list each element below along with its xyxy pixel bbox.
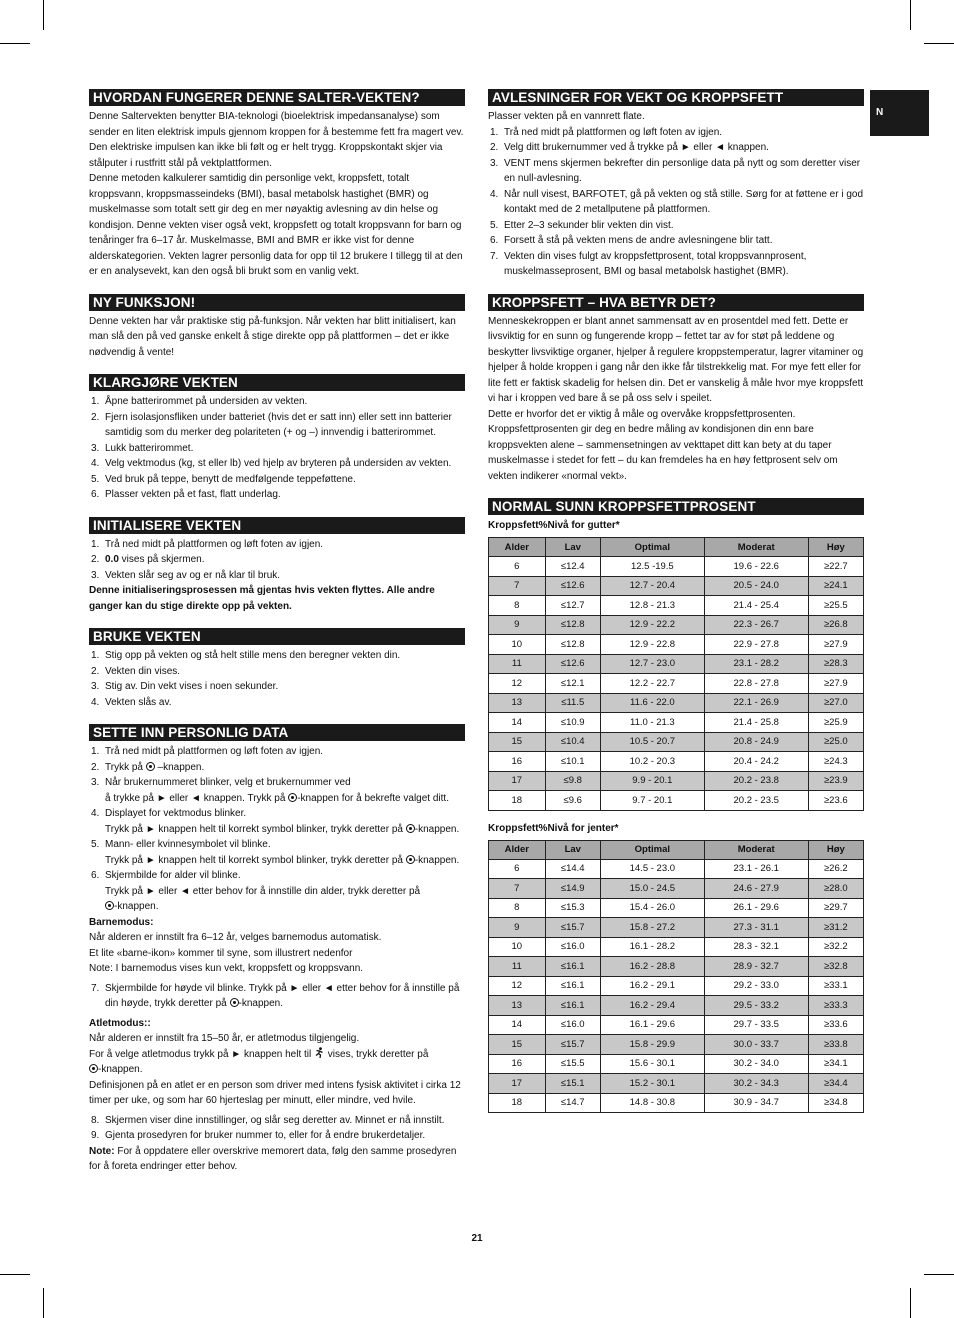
table-row xyxy=(489,1015,864,1035)
table-cell: ≤14.4 xyxy=(545,859,600,879)
set-button-icon xyxy=(406,855,415,864)
table-cell: ≥33.8 xyxy=(808,1035,863,1055)
table-row xyxy=(489,937,864,957)
table-cell: 17 xyxy=(489,1074,546,1094)
table-cell: ≤9.8 xyxy=(545,771,600,791)
table-cell: 9.7 - 20.1 xyxy=(600,791,704,811)
table-row xyxy=(489,771,864,791)
section-normal-fat xyxy=(488,498,864,1113)
list-item: 6. Plasser vekten på et fast, flatt underlag. xyxy=(91,489,281,500)
table-cell: 14 xyxy=(489,713,546,733)
table-cell: ≤12.6 xyxy=(545,576,600,596)
table-cell: ≥25.5 xyxy=(808,596,863,616)
table-cell: 23.1 - 28.2 xyxy=(704,654,808,674)
crop-mark xyxy=(910,1288,911,1318)
table-cell: 20.4 - 24.2 xyxy=(704,752,808,772)
table-row xyxy=(489,791,864,811)
list-item: 2. Fjern isolasjonsfliken under batteriet (hvis det er satt inn) eller sett inn batterier samtidig som du merker deg polariteten (+ og –) innvendig i batterirommet. xyxy=(91,411,452,438)
column-header: Optimal xyxy=(600,538,704,557)
paragraph: Menneskekroppen er blant annet sammensatt av en prosentdel med fett. Dette er livsviktig for en sunn og fungerende kropp – fettet tar av for støt på leddene og beskytter livsviktige organer, hjelper å regulere kroppstemperatur, lagrer vitaminer og hjelper å holde kroppen i gang når den ikke får tilstrekkelig mat. For mye fett eller for lite fett er faktisk skadelig for helsen din. Det er vanskelig å måle hvor mye kroppsfett vi har i kroppen ved bare å se på oss selv i speilet. xyxy=(488,315,864,404)
section-title: KLARGJØRE VEKTEN xyxy=(89,374,465,391)
table-cell: ≤12.1 xyxy=(545,674,600,694)
table-cell: 7 xyxy=(489,879,546,899)
table-cell: 30.0 - 33.7 xyxy=(704,1035,808,1055)
table-row xyxy=(489,615,864,635)
paragraph: Plasser vekten på en vannrett flate. xyxy=(488,111,645,122)
crop-mark xyxy=(910,0,911,30)
paragraph: For å velge atletmodus trykk på ► knappen helt til vises, trykk deretter på xyxy=(89,1048,429,1060)
table-cell: 10 xyxy=(489,635,546,655)
section-how xyxy=(89,89,465,280)
table-cell: 30.2 - 34.0 xyxy=(704,1054,808,1074)
table-cell: 22.8 - 27.8 xyxy=(704,674,808,694)
table-cell: ≥27.9 xyxy=(808,674,863,694)
set-button-icon xyxy=(230,998,239,1007)
paragraph: Denne Saltervekten benytter BIA-teknologi (bioelektrisk impedansanalyse) som sender en liten elektrisk impuls gjennom kroppen for å bestemme fett fra magert vev. Den elektriske impulsen kan ikke bli følt og er helt trygg. Kroppskontakt skjer via stålputer i rustfritt stål på vektplattformen. xyxy=(89,111,464,169)
table-cell: 11.6 - 22.0 xyxy=(600,693,704,713)
personal-steps-list-final xyxy=(89,1113,465,1144)
table-cell: 12.7 - 20.4 xyxy=(600,576,704,596)
crop-mark xyxy=(924,1274,954,1275)
list-item: 3. Når brukernummeret blinker, velg et brukernummer ved å trykke på ► eller ◄ knappen. Trykk på -knappen for å bekrefte valget ditt. xyxy=(91,777,449,804)
update-note: Note: For å oppdatere eller overskrive memorert data, følg den samme prosedyren for å foreta endringer etter behov. xyxy=(89,1145,457,1172)
table-cell: 15.8 - 29.9 xyxy=(600,1035,704,1055)
section-title: BRUKE VEKTEN xyxy=(89,628,465,645)
list-item: 2. 0.0 vises på skjermen. xyxy=(91,554,205,565)
table-cell: 11 xyxy=(489,654,546,674)
list-item: 3. VENT mens skjermen bekrefter din personlige data på nytt og som deretter viser en null-avlesning. xyxy=(490,157,861,184)
table-cell: 28.3 - 32.1 xyxy=(704,937,808,957)
table-cell: 8 xyxy=(489,596,546,616)
table-row xyxy=(489,976,864,996)
table-cell: 24.6 - 27.9 xyxy=(704,879,808,899)
table-cell: 6 xyxy=(489,859,546,879)
table-cell: 22.1 - 26.9 xyxy=(704,693,808,713)
column-header: Alder xyxy=(489,538,546,557)
table-cell: ≥25.0 xyxy=(808,732,863,752)
paragraph: Når alderen er innstilt fra 15–50 år, er atletmodus tilgjengelig. xyxy=(89,1033,360,1044)
table-cell: 12 xyxy=(489,674,546,694)
table-cell: 10.5 - 20.7 xyxy=(600,732,704,752)
table-cell: 15.4 - 26.0 xyxy=(600,898,704,918)
list-item: 2. Vekten din vises. xyxy=(91,665,181,677)
list-item: 6. Skjermbilde for alder vil blinke. Trykk på ► eller ◄ etter behov for å innstille din alder, trykk deretter på -knappen. xyxy=(91,870,421,912)
table-cell: 15.8 - 27.2 xyxy=(600,918,704,938)
table-cell: 10 xyxy=(489,937,546,957)
table-cell: 16 xyxy=(489,752,546,772)
table-cell: 12.5 -19.5 xyxy=(600,557,704,577)
readings-steps-list xyxy=(488,125,864,280)
boys-table-caption: Kroppsfett%Nivå for gutter* xyxy=(488,520,620,531)
column-header: Moderat xyxy=(704,840,808,859)
table-row xyxy=(489,557,864,577)
list-item: 3. Stig av. Din vekt vises i noen sekunder. xyxy=(91,681,279,692)
table-row xyxy=(489,859,864,879)
list-item: 5. Mann- eller kvinnesymbolet vil blinke. Trykk på ► knappen helt til korrekt symbol blinker, trykk deretter på -knappen. xyxy=(91,839,460,866)
section-title: INITIALISERE VEKTEN xyxy=(89,517,465,534)
list-item: 9. Gjenta prosedyren for bruker nummer to, eller for å endre brukerdetaljer. xyxy=(91,1130,426,1141)
table-cell: 12.9 - 22.8 xyxy=(600,635,704,655)
table-cell: ≥29.7 xyxy=(808,898,863,918)
table-cell: 13 xyxy=(489,996,546,1016)
table-cell: ≤16.1 xyxy=(545,957,600,977)
table-cell: 10.2 - 20.3 xyxy=(600,752,704,772)
personal-steps-list xyxy=(89,744,465,915)
table-cell: 12.2 - 22.7 xyxy=(600,674,704,694)
table-cell: 16.1 - 28.2 xyxy=(600,937,704,957)
table-cell: ≥33.1 xyxy=(808,976,863,996)
column-header: Høy xyxy=(808,840,863,859)
table-row xyxy=(489,898,864,918)
bold-note: Denne initialiseringsprosessen må gjentas hvis vekten flyttes. Alle andre ganger kan du stige direkte opp på vekten. xyxy=(89,585,435,612)
table-cell: 16.2 - 29.1 xyxy=(600,976,704,996)
column-header: Høy xyxy=(808,538,863,557)
table-cell: 15 xyxy=(489,1035,546,1055)
table-cell: ≤10.9 xyxy=(545,713,600,733)
table-cell: 17 xyxy=(489,771,546,791)
table-cell: ≤16.0 xyxy=(545,937,600,957)
set-button-icon xyxy=(146,762,155,771)
table-cell: ≤14.9 xyxy=(545,879,600,899)
athlete-mode-title: Atletmodus:: xyxy=(89,1017,151,1029)
table-cell: ≥25.9 xyxy=(808,713,863,733)
paragraph: Note: I barnemodus vises kun vekt, kroppsfett og kroppsvann. xyxy=(89,963,364,974)
table-cell: 11.0 - 21.3 xyxy=(600,713,704,733)
table-cell: ≤16.0 xyxy=(545,1015,600,1035)
table-cell: 20.8 - 24.9 xyxy=(704,732,808,752)
section-new-function xyxy=(89,294,465,361)
table-cell: 15.0 - 24.5 xyxy=(600,879,704,899)
paragraph: Kroppsfettprosenten gir deg en bedre måling av kondisjonen din enn bare kroppsvekten alene – sammensetningen av vekttapet ditt kan bety at du taper muskelmasse i stedet for fett – du kan fremdeles ha en høy fettprosent selv om vekten indikerer «normal vekt». xyxy=(488,424,838,482)
table-cell: ≥34.4 xyxy=(808,1074,863,1094)
crop-mark xyxy=(0,43,30,44)
section-personal-data xyxy=(89,724,465,1175)
table-row xyxy=(489,1054,864,1074)
table-cell: 14 xyxy=(489,1015,546,1035)
table-cell: ≥26.2 xyxy=(808,859,863,879)
table-cell: 16.1 - 29.6 xyxy=(600,1015,704,1035)
table-cell: ≥32.2 xyxy=(808,937,863,957)
set-button-icon xyxy=(288,793,297,802)
section-title: HVORDAN FUNGERER DENNE SALTER-VEKTEN? xyxy=(89,89,465,106)
table-cell: 27.3 - 31.1 xyxy=(704,918,808,938)
table-cell: 30.9 - 34.7 xyxy=(704,1093,808,1113)
list-item: 5. Ved bruk på teppe, benytt de medfølgende teppeføttene. xyxy=(91,473,356,485)
paragraph: Denne metoden kalkulerer samtidig din personlige vekt, kroppsfett, totalt kroppsvann, kroppsmasseindeks (BMI), basal metabolsk hastighet (BMR) og muskelmasse som totalt sett gir deg en mer nøyaktig avlesning av din helse og kondisjon. Denne vekten viser også vekt, kroppsfett og totalt kroppsvann for barn og tenåringer fra 6–17 år. Muskelmasse, BMI and BMR er ikke vist for denne alderskategorien. Vekten lagrer personlig data for opp til 12 brukere I tillegg til at den er en analysevekt, kan den også bli brukt som en vanlig vekt. xyxy=(89,173,463,277)
list-item: 4. Displayet for vektmodus blinker. Trykk på ► knappen helt til korrekt symbol blinker, trykk deretter på -knappen. xyxy=(91,808,460,835)
table-cell: 12 xyxy=(489,976,546,996)
table-cell: 12.9 - 22.2 xyxy=(600,615,704,635)
table-cell: ≥26.8 xyxy=(808,615,863,635)
table-row xyxy=(489,996,864,1016)
table-cell: ≤9.6 xyxy=(545,791,600,811)
table-header-row xyxy=(489,538,864,557)
paragraph: -knappen. xyxy=(89,1062,465,1078)
column-header: Lav xyxy=(545,538,600,557)
table-cell: 8 xyxy=(489,898,546,918)
table-cell: 30.2 - 34.3 xyxy=(704,1074,808,1094)
table-cell: ≤12.6 xyxy=(545,654,600,674)
table-cell: ≥33.3 xyxy=(808,996,863,1016)
column-header: Alder xyxy=(489,840,546,859)
table-cell: 14.8 - 30.8 xyxy=(600,1093,704,1113)
section-initialise xyxy=(89,517,465,615)
table-row xyxy=(489,752,864,772)
table-cell: 23.1 - 26.1 xyxy=(704,859,808,879)
table-cell: ≤15.3 xyxy=(545,898,600,918)
list-item: 3. Lukk batterirommet. xyxy=(91,442,194,454)
table-cell: 16.2 - 29.4 xyxy=(600,996,704,1016)
table-cell: ≤15.5 xyxy=(545,1054,600,1074)
table-row xyxy=(489,1093,864,1113)
crop-mark xyxy=(0,1274,30,1275)
table-cell: 20.2 - 23.5 xyxy=(704,791,808,811)
table-row xyxy=(489,596,864,616)
table-cell: ≥24.3 xyxy=(808,752,863,772)
table-row xyxy=(489,576,864,596)
athlete-icon xyxy=(314,1047,325,1058)
crop-mark xyxy=(43,1288,44,1318)
table-cell: ≥34.8 xyxy=(808,1093,863,1113)
section-title: NORMAL SUNN KROPPSFETTPROSENT xyxy=(488,498,864,515)
table-cell: ≥28.3 xyxy=(808,654,863,674)
set-button-icon xyxy=(406,824,415,833)
list-item: 4. Velg vektmodus (kg, st eller lb) ved hjelp av bryteren på undersiden av vekten. xyxy=(91,458,452,469)
prepare-steps-list xyxy=(89,394,465,503)
table-cell: ≥34.1 xyxy=(808,1054,863,1074)
table-cell: 28.9 - 32.7 xyxy=(704,957,808,977)
section-title: NY FUNKSJON! xyxy=(89,294,465,311)
list-item: 2. Trykk på –knappen. xyxy=(91,761,205,773)
list-item: 1. Trå ned midt på plattformen og løft foten av igjen. xyxy=(91,538,324,550)
crop-mark xyxy=(924,43,954,44)
list-item: 5. Etter 2–3 sekunder blir vekten din vist. xyxy=(490,219,674,231)
list-item: 1. Trå ned midt på plattformen og løft foten av igjen. xyxy=(91,746,324,757)
list-item: 7. Vekten din vises fulgt av kroppsfettprosent, total kroppsvannprosent, muskelmasseprosent, BMI og basal metabolsk hastighet (BMR). xyxy=(490,250,807,277)
table-cell: ≥23.9 xyxy=(808,771,863,791)
table-cell: ≥22.7 xyxy=(808,557,863,577)
table-cell: 9 xyxy=(489,615,546,635)
table-cell: ≥24.1 xyxy=(808,576,863,596)
child-mode-title: Barnemodus: xyxy=(89,916,154,928)
table-header-row xyxy=(489,840,864,859)
table-cell: 29.2 - 33.0 xyxy=(704,976,808,996)
table-cell: 15.6 - 30.1 xyxy=(600,1054,704,1074)
left-column xyxy=(89,89,465,1189)
section-title: AVLESNINGER FOR VEKT OG KROPPSFETT xyxy=(488,89,864,106)
paragraph: Når alderen er innstilt fra 6–12 år, velges barnemodus automatisk. xyxy=(89,932,382,943)
paragraph: Et lite «barne-ikon» kommer til syne, som illustrert nedenfor xyxy=(89,947,353,959)
table-cell: 9.9 - 20.1 xyxy=(600,771,704,791)
table-cell: 13 xyxy=(489,693,546,713)
table-cell: ≥32.8 xyxy=(808,957,863,977)
crop-mark xyxy=(43,0,44,30)
table-cell: 14.5 - 23.0 xyxy=(600,859,704,879)
set-button-icon xyxy=(105,901,114,910)
table-row xyxy=(489,654,864,674)
table-cell: ≤10.1 xyxy=(545,752,600,772)
table-row xyxy=(489,635,864,655)
column-header: Optimal xyxy=(600,840,704,859)
table-cell: ≥27.0 xyxy=(808,693,863,713)
table-cell: ≥27.9 xyxy=(808,635,863,655)
personal-steps-list-continued xyxy=(89,981,465,1012)
table-row xyxy=(489,1074,864,1094)
right-column xyxy=(488,89,864,1127)
paragraph: Dette er hvorfor det er viktig å måle og overvåke kroppsfettprosenten. xyxy=(488,408,796,420)
table-cell: 16 xyxy=(489,1054,546,1074)
table-cell: ≥31.2 xyxy=(808,918,863,938)
table-cell: 15 xyxy=(489,732,546,752)
table-row xyxy=(489,713,864,733)
section-title: KROPPSFETT – HVA BETYR DET? xyxy=(488,294,864,311)
list-item: 4. Når null visest, BARFOTET, gå på vekten og stå stille. Sørg for at føttene er i god kontakt med de 2 metallputene på plattformen. xyxy=(490,188,864,215)
table-cell: ≥33.6 xyxy=(808,1015,863,1035)
section-prepare xyxy=(89,374,465,503)
use-steps-list xyxy=(89,648,465,710)
set-button-icon xyxy=(89,1064,98,1073)
page-number: 21 xyxy=(471,1233,483,1244)
table-cell: ≤14.7 xyxy=(545,1093,600,1113)
table-cell: 26.1 - 29.6 xyxy=(704,898,808,918)
list-item: 1. Stig opp på vekten og stå helt stille mens den beregner vekten din. xyxy=(91,650,401,661)
table-cell: 19.6 - 22.6 xyxy=(704,557,808,577)
table-cell: 21.4 - 25.4 xyxy=(704,596,808,616)
list-item: 4. Vekten slås av. xyxy=(91,696,172,708)
column-header: Lav xyxy=(545,840,600,859)
section-title: SETTE INN PERSONLIG DATA xyxy=(89,724,465,741)
language-tab: N xyxy=(870,90,929,136)
list-item: 6. Forsett å stå på vekten mens de andre avlesningene blir tatt. xyxy=(490,235,773,246)
section-body-fat xyxy=(488,294,864,485)
table-cell: ≤10.4 xyxy=(545,732,600,752)
table-cell: 11 xyxy=(489,957,546,977)
table-row xyxy=(489,732,864,752)
table-row xyxy=(489,674,864,694)
table-cell: ≤15.7 xyxy=(545,918,600,938)
list-item: 1. Åpne batterirommet på undersiden av vekten. xyxy=(91,396,308,407)
table-cell: 22.9 - 27.8 xyxy=(704,635,808,655)
table-cell: 18 xyxy=(489,1093,546,1113)
table-cell: 12.7 - 23.0 xyxy=(600,654,704,674)
table-row xyxy=(489,957,864,977)
table-cell: ≤12.8 xyxy=(545,615,600,635)
table-cell: 16.2 - 28.8 xyxy=(600,957,704,977)
table-row xyxy=(489,879,864,899)
list-item: 8. Skjermen viser dine innstillinger, og slår seg deretter av. Minnet er nå innstilt. xyxy=(91,1114,445,1126)
list-item: 2. Velg ditt brukernummer ved å trykke på ► eller ◄ knappen. xyxy=(490,142,769,153)
table-cell: 29.7 - 33.5 xyxy=(704,1015,808,1035)
section-readings xyxy=(488,89,864,280)
list-item: 7. Skjermbilde for høyde vil blinke. Trykk på ► eller ◄ etter behov for å innstille på din høyde, trykk deretter på -knappen. xyxy=(91,982,460,1009)
table-cell: 15.2 - 30.1 xyxy=(600,1074,704,1094)
table-cell: 7 xyxy=(489,576,546,596)
table-cell: ≥23.6 xyxy=(808,791,863,811)
list-item: 3. Vekten slår seg av og er nå klar til bruk. xyxy=(91,569,281,581)
table-cell: ≤11.5 xyxy=(545,693,600,713)
table-cell: ≤12.8 xyxy=(545,635,600,655)
table-row xyxy=(489,693,864,713)
column-header: Moderat xyxy=(704,538,808,557)
table-cell: 29.5 - 33.2 xyxy=(704,996,808,1016)
paragraph: Denne vekten har vår praktiske stig på-funksjon. Når vekten har blitt initialisert, kan man slå den på ved ganske enkelt å stige direkte opp på plattformen – det er ikke nødvendig å vente! xyxy=(89,315,456,358)
table-cell: ≤12.7 xyxy=(545,596,600,616)
table-cell: 12.8 - 21.3 xyxy=(600,596,704,616)
table-cell: ≥28.0 xyxy=(808,879,863,899)
table-row xyxy=(489,918,864,938)
table-cell: ≤15.1 xyxy=(545,1074,600,1094)
paragraph: Definisjonen på en atlet er en person som driver med intens fysisk aktivitet i cirka 12 timer per uke, og som har 60 hjerteslag per minutt, eller mindre, ved hvile. xyxy=(89,1079,461,1106)
table-cell: ≤12.4 xyxy=(545,557,600,577)
table-cell: 20.2 - 23.8 xyxy=(704,771,808,791)
table-row xyxy=(489,1035,864,1055)
girls-table-caption: Kroppsfett%Nivå for jenter* xyxy=(488,822,619,834)
table-cell: 21.4 - 25.8 xyxy=(704,713,808,733)
table-cell: 6 xyxy=(489,557,546,577)
girls-fat-table xyxy=(488,840,864,1114)
table-cell: ≤16.1 xyxy=(545,996,600,1016)
table-cell: 18 xyxy=(489,791,546,811)
initialise-steps-list xyxy=(89,537,465,584)
table-cell: 9 xyxy=(489,918,546,938)
table-cell: ≤16.1 xyxy=(545,976,600,996)
table-cell: 22.3 - 26.7 xyxy=(704,615,808,635)
list-item: 1. Trå ned midt på plattformen og løft foten av igjen. xyxy=(490,126,723,138)
boys-fat-table xyxy=(488,537,864,811)
table-cell: ≤15.7 xyxy=(545,1035,600,1055)
section-use xyxy=(89,628,465,710)
table-cell: 20.5 - 24.0 xyxy=(704,576,808,596)
